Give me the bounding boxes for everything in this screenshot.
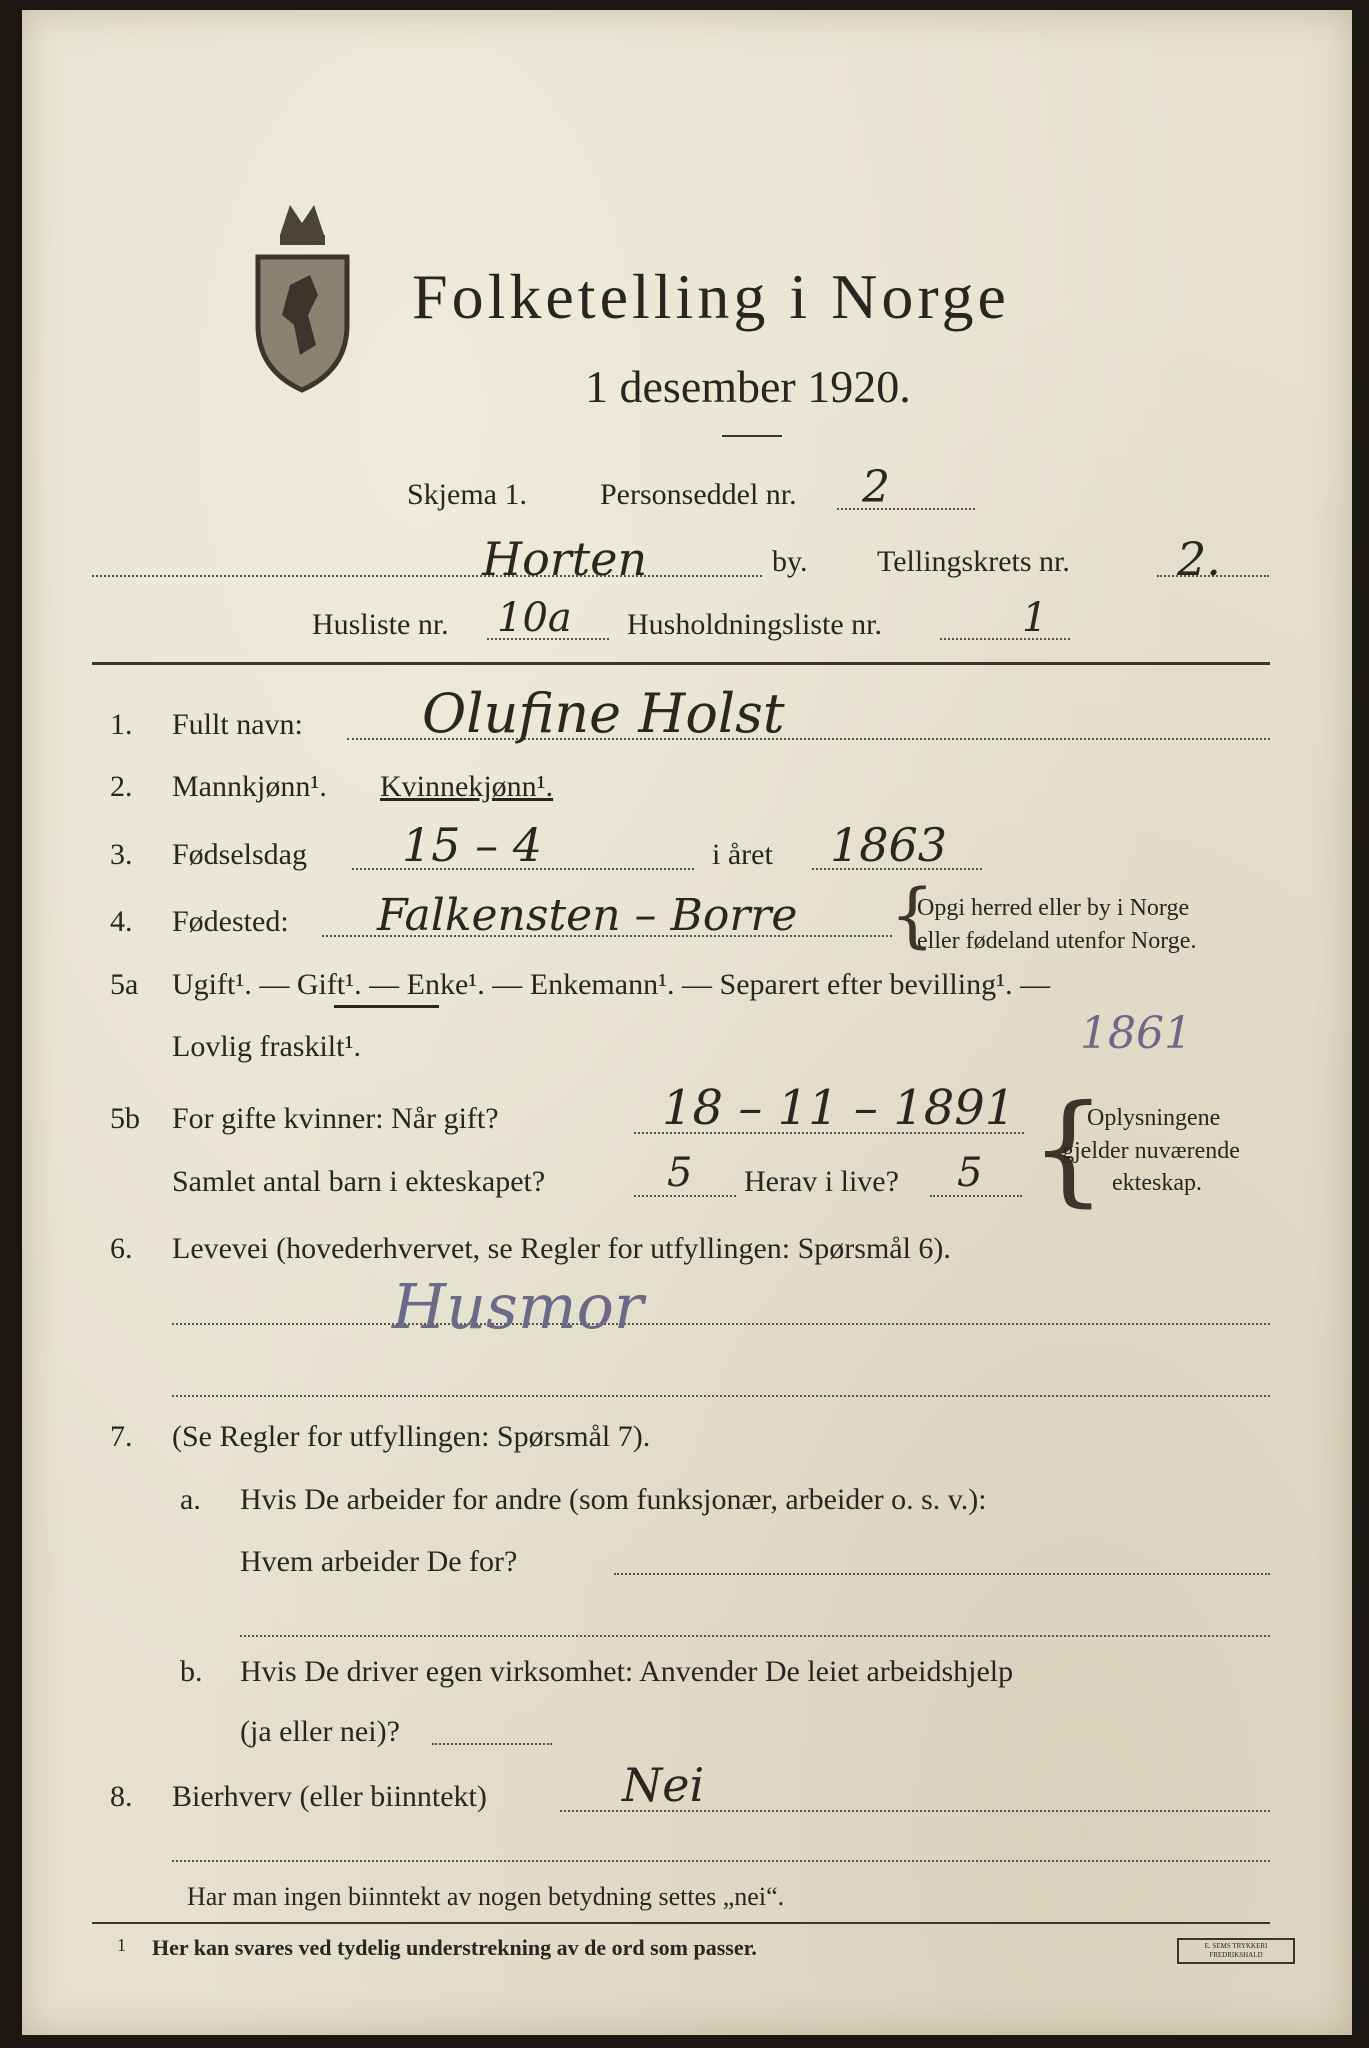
personseddel-label: Personseddel nr. xyxy=(600,478,797,511)
q6-occupation-value: Husmor xyxy=(392,1270,644,1343)
norway-coat-of-arms-icon xyxy=(250,195,355,395)
q4-label: Fødested: xyxy=(172,905,289,938)
q5b-brace: { xyxy=(1030,1080,1107,1219)
footnote-text: Her kan svares ved tydelig understrekning av de ord som passer. xyxy=(152,1935,757,1960)
q5a-number: 5a xyxy=(110,968,139,1001)
by-label: by. xyxy=(772,545,808,578)
skjema-label: Skjema 1. xyxy=(407,478,527,511)
q3-year-label: i året xyxy=(712,838,773,871)
header-rule xyxy=(92,662,1270,665)
husliste-label: Husliste nr. xyxy=(312,608,449,641)
footnote-number: 1 xyxy=(117,1935,126,1955)
title-divider xyxy=(722,435,782,437)
q3-label: Fødselsdag xyxy=(172,838,307,871)
q2-number: 2. xyxy=(110,770,133,803)
form-title: Folketelling i Norge xyxy=(412,261,1010,332)
city-value: Horten xyxy=(482,532,648,586)
q3-birthday-value: 15 – 4 xyxy=(402,818,543,872)
q5b-note-line1: Oplysningene xyxy=(1087,1105,1221,1131)
q7b-letter: b. xyxy=(180,1655,203,1688)
q5a-line2: Lovlig fraskilt¹. xyxy=(172,1030,361,1063)
q5b-number: 5b xyxy=(110,1102,140,1135)
q4-number: 4. xyxy=(110,905,133,938)
printer-mark: E. SEMS TRYKKERI FREDRIKSHALD xyxy=(1177,1938,1295,1964)
personseddel-value: 2 xyxy=(862,462,890,513)
q2-female-option: Kvinnekjønn¹. xyxy=(380,770,554,803)
q7b-line2: (ja eller nei)? xyxy=(240,1715,400,1748)
q7-label: (Se Regler for utfyllingen: Spørsmål 7). xyxy=(172,1420,651,1453)
footer-note: Har man ingen biinntekt av nogen betydning settes „nei“. xyxy=(187,1882,785,1911)
footer-rule xyxy=(92,1922,1270,1924)
q3-year-value: 1863 xyxy=(830,818,948,872)
tellingskrets-value: 2. xyxy=(1177,532,1221,586)
q1-number: 1. xyxy=(110,708,133,741)
husholdningsliste-label: Husholdningsliste nr. xyxy=(627,608,883,641)
census-date: 1 desember 1920. xyxy=(585,361,911,412)
q5b-note-line3: ekteskap. xyxy=(1112,1170,1202,1196)
tellingskrets-label: Tellingskrets nr. xyxy=(877,545,1070,578)
q8-number: 8. xyxy=(110,1780,133,1813)
q7a-letter: a. xyxy=(180,1483,201,1516)
q5a-pencil-note: 1861 xyxy=(1080,1008,1192,1059)
q5a-gift-underline xyxy=(334,1005,439,1008)
q8-value: Nei xyxy=(622,1758,705,1812)
q5b-note-line2: gjelder nuværende xyxy=(1062,1138,1240,1164)
q3-number: 3. xyxy=(110,838,133,871)
q7a-line1: Hvis De arbeider for andre (som funksjonær, arbeider o. s. v.): xyxy=(240,1483,987,1516)
q5a-marital-options: Ugift¹. — Gift¹. — Enke¹. — Enkemann¹. — Separert efter bevilling¹. — xyxy=(172,968,1051,1001)
q1-full-name-value: Olufine Holst xyxy=(422,682,785,745)
q5b-label: For gifte kvinner: Når gift? xyxy=(172,1102,499,1135)
q4-birthplace-value: Falkensten – Borre xyxy=(377,890,798,941)
q4-brace: { xyxy=(890,874,935,956)
q7a-line2: Hvem arbeider De for? xyxy=(240,1545,518,1578)
census-form-sheet xyxy=(22,10,1352,2035)
q6-number: 6. xyxy=(110,1232,133,1265)
q7-number: 7. xyxy=(110,1420,133,1453)
q2-male-option: Mannkjønn¹. xyxy=(172,770,327,803)
q1-label: Fullt navn: xyxy=(172,708,303,741)
q4-note-line2: eller fødeland utenfor Norge. xyxy=(917,928,1197,954)
q8-label: Bierhverv (eller biinntekt) xyxy=(172,1780,487,1813)
q5b-alive-label: Herav i live? xyxy=(744,1165,899,1198)
husliste-value: 10a xyxy=(497,595,572,641)
q6-label: Levevei (hovederhvervet, se Regler for utfyllingen: Spørsmål 6). xyxy=(172,1232,951,1265)
husholdningsliste-value: 1 xyxy=(1022,595,1048,641)
q5b-married-value: 18 – 11 – 1891 xyxy=(662,1080,1016,1136)
q7b-line1: Hvis De driver egen virksomhet: Anvender De leiet arbeidshjelp xyxy=(240,1655,1014,1688)
q5b-children-value: 5 xyxy=(667,1150,693,1196)
q5b-alive-value: 5 xyxy=(957,1150,983,1196)
q5b-children-label: Samlet antal barn i ekteskapet? xyxy=(172,1165,546,1198)
q4-note-line1: Opgi herred eller by i Norge xyxy=(917,895,1190,921)
